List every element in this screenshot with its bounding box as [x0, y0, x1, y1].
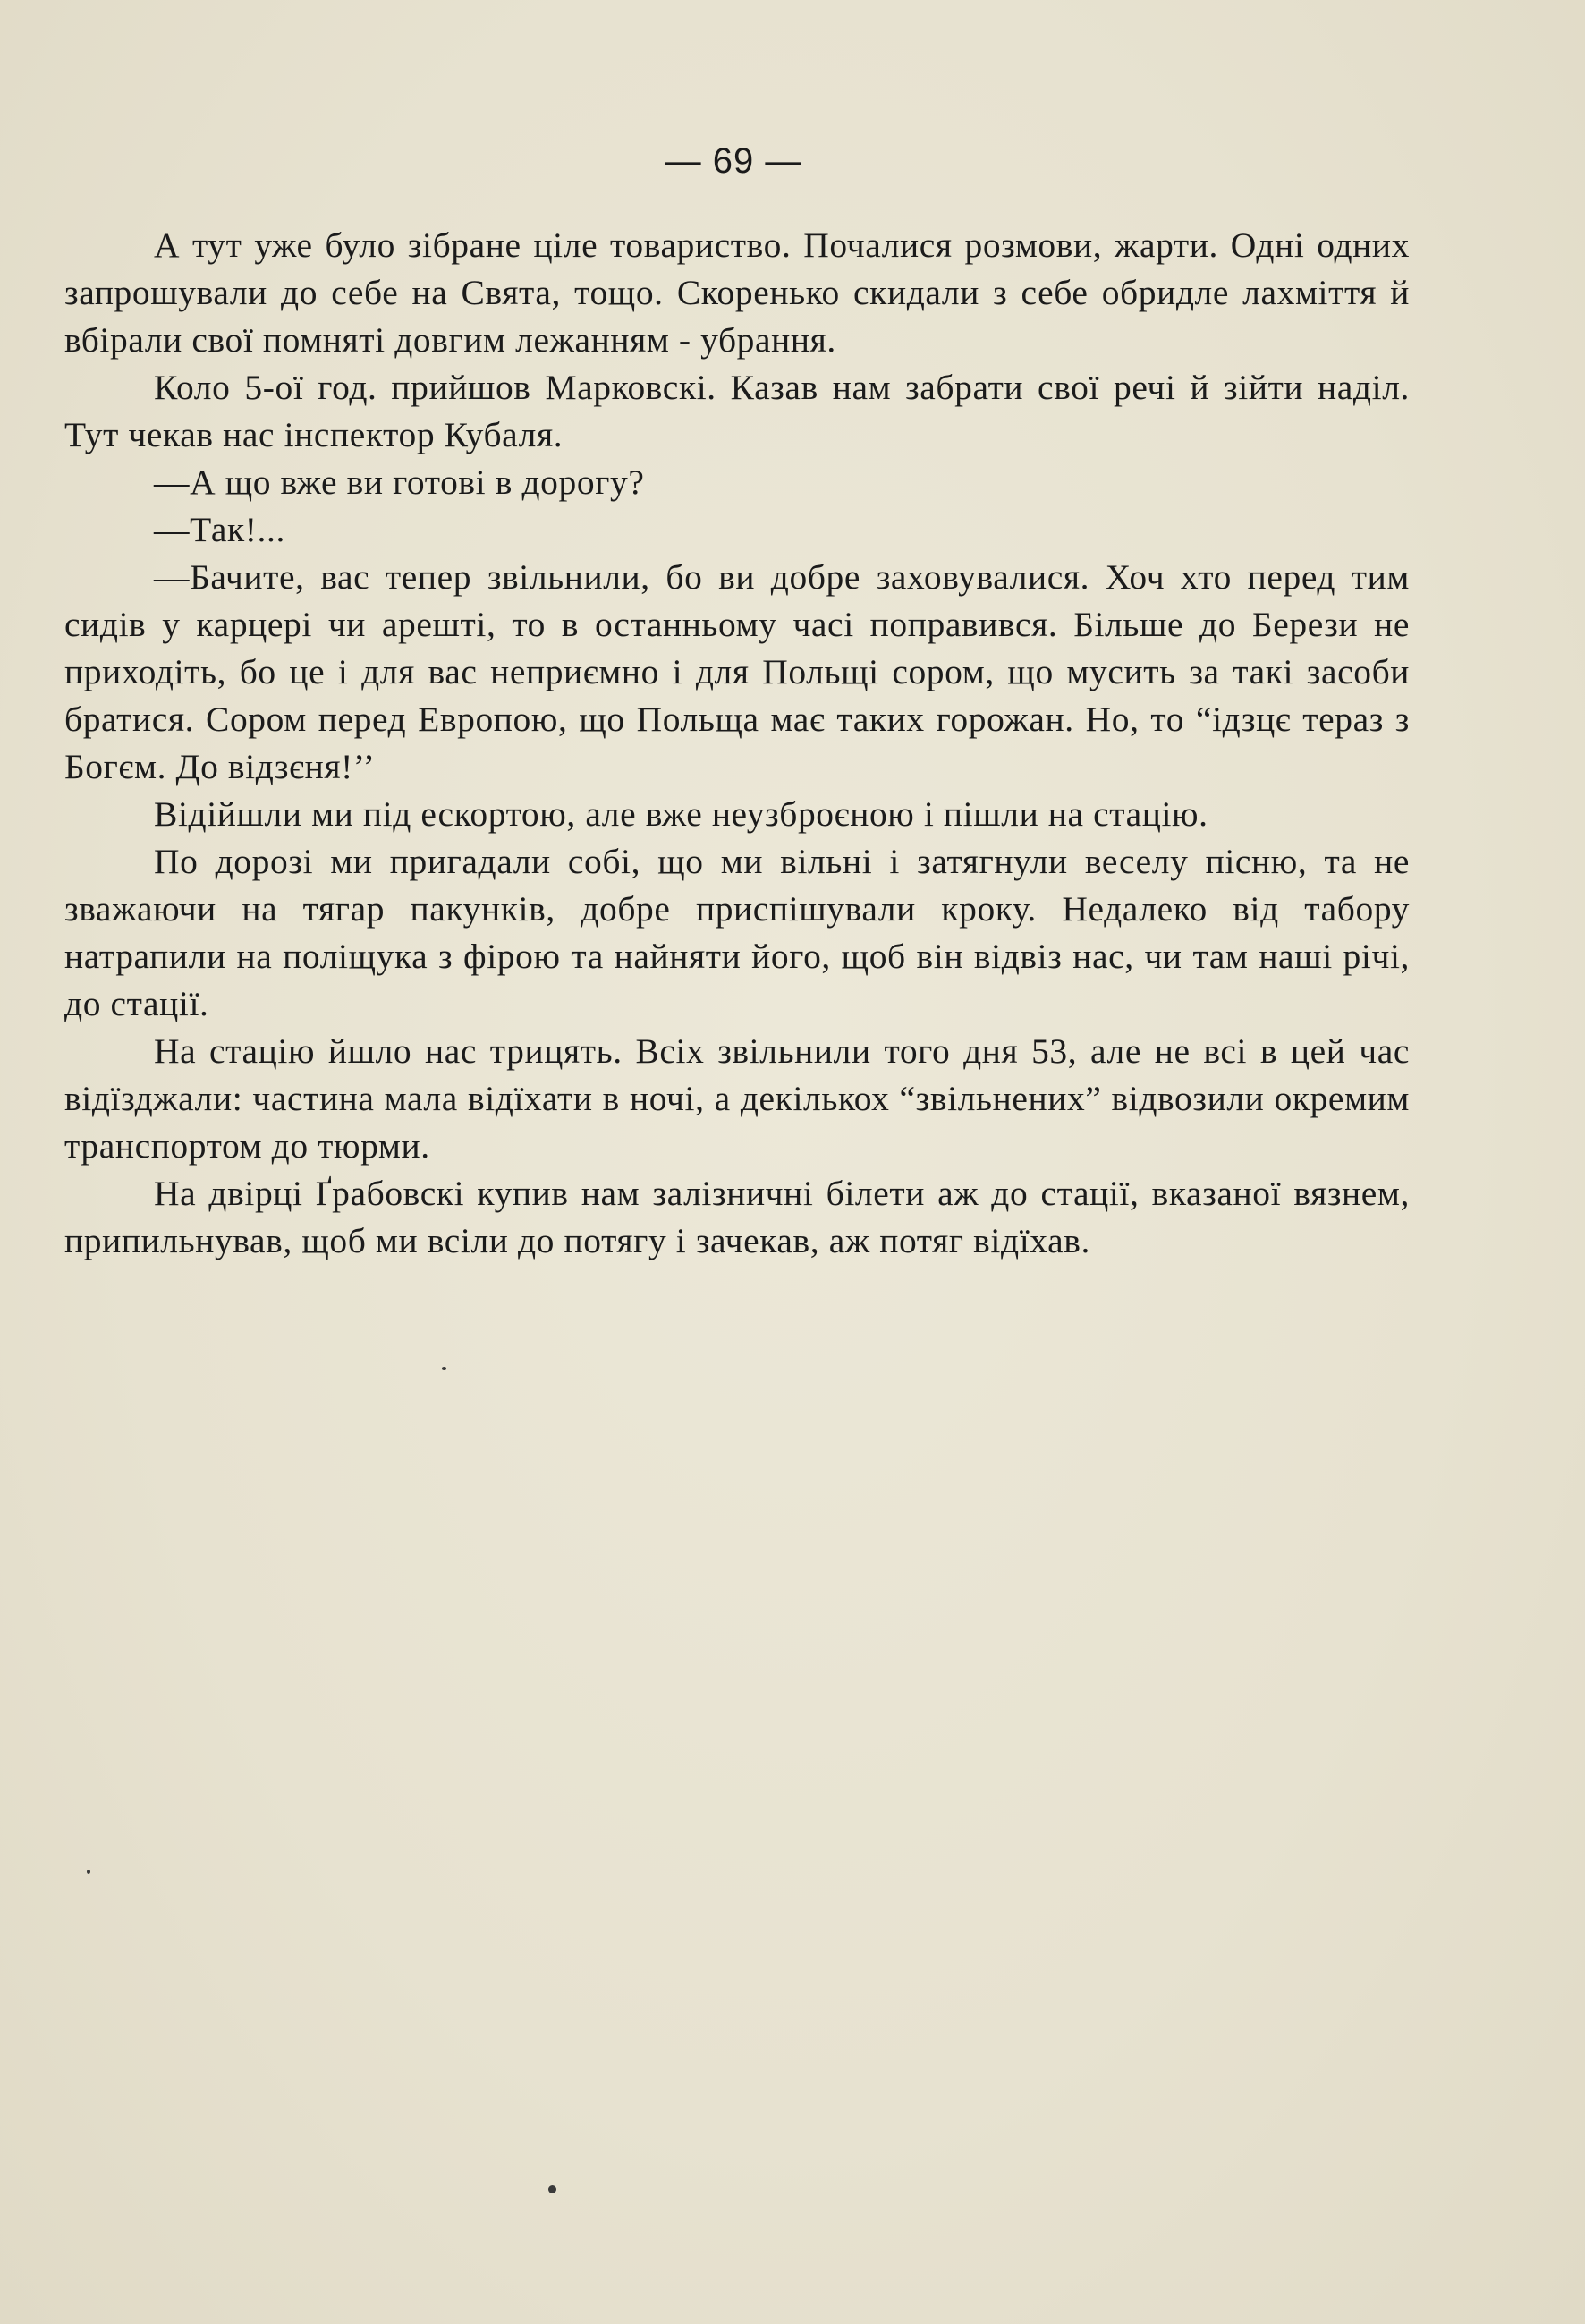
paper-speck — [87, 1870, 90, 1874]
body-text — [64, 222, 1410, 1265]
page-number: — 69 — — [665, 141, 802, 181]
paper-speck — [442, 1367, 446, 1370]
paragraph: На двірці Ґрабовскі купив нам залізничні білети аж до стації, вказаної вязнем, припильнував, щоб ми всіли до потягу і зачекав, аж потяг відїхав. — [64, 1174, 1410, 1260]
paper-speck — [548, 2185, 556, 2193]
paragraph: А тут уже було зібране ціле товариство. Почалися розмови, жарти. Одні одних запрошували до себе на Свята, тощо. Скоренько скидали з себе обридле лахміття й вбірали свої помняті довгим лежанням - убрання. — [64, 225, 1410, 360]
paragraph: По дорозі ми пригадали собі, що ми вільні і затягнули веселу пісню, та не зважаючи на тягар пакунків, добре приспішували кроку. Недалеко від табору натрапили на поліщука з фірою та найняти його, щоб він відвіз нас, чи там наші річі, до стації. — [64, 842, 1410, 1023]
dialogue-line: —А що вже ви готові в дорогу? — [154, 462, 645, 502]
dialogue-line: —Так!... — [154, 510, 285, 549]
paragraph: Відійшли ми під ескортою, але вже неузброєною і пішли на стацію. — [154, 794, 1208, 834]
paragraph: На стацію йшло нас трицять. Всіх звільнили того дня 53, але не всі в цей час відїзджали: частина мала відїхати в ночі, а декількох “звільнених” відвозили окремим транспортом до тюрми. — [64, 1031, 1410, 1166]
dialogue-line: —Бачите, вас тепер звільнили, бо ви добре заховувалися. Хоч хто перед тим сидів у карцері чи арешті, то в останньому часі поправився. Більше до Берези не приходіть, бо це і для вас неприємно і для Польщі сором, що мусить за такі засоби братися. Сором перед Европою, що Польща має таких горожан. Но, то “ідзцє тераз з Богєм. До відзєня!’’ — [64, 557, 1410, 786]
paragraph: Коло 5-ої год. прийшов Марковскі. Казав нам забрати свої речі й зійти наділ. Тут чекав нас інспектор Кубаля. — [64, 368, 1410, 454]
